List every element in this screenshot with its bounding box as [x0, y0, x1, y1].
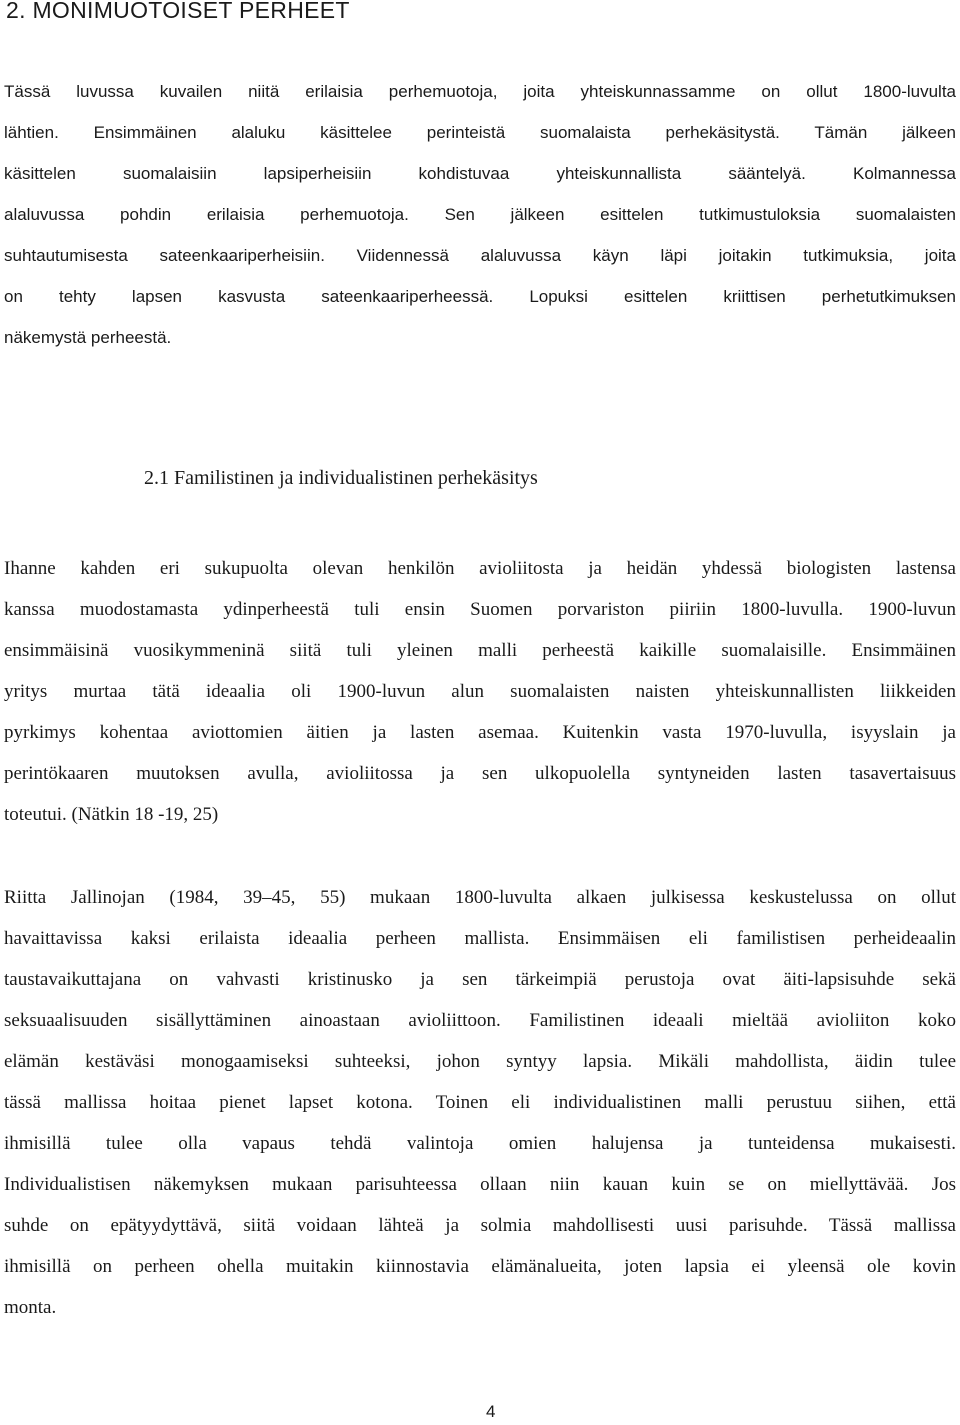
paragraph-line: toteutui. (Nätkin 18 -19, 25) [4, 804, 219, 825]
body-paragraph-3 [4, 877, 956, 1328]
paragraph-line: kanssa muodostamasta ydinperheestä tuli ensin Suomen porvariston piiriin 1800-luvulla. 1900-luvun [4, 599, 956, 620]
paragraph-line: suhtautumisesta sateenkaariperheisiin. Viidennessä alaluvussa käyn läpi joitakin tutkimuksia, joita [4, 246, 956, 265]
paragraph-line: taustavaikuttajana on vahvasti kristinusko ja sen tärkeimpiä perustoja ovat äiti-lapsisuhde sekä [4, 969, 956, 990]
paragraph-line: seksuaalisuuden sisällyttäminen ainoastaan avioliittoon. Familistinen ideaali mieltää avioliiton koko [4, 1010, 956, 1031]
paragraph-line: ihmisillä tulee olla vapaus tehdä valintoja omien halujensa ja tunteidensa mukaisesti. [4, 1133, 956, 1154]
page-number: 4 [486, 1402, 496, 1421]
body-paragraph-2 [4, 548, 956, 835]
paragraph-line: Riitta Jallinojan (1984, 39–45, 55) mukaan 1800-luvulta alkaen julkisessa keskustelussa on ollut [4, 887, 956, 908]
paragraph-line: yritys murtaa tätä ideaalia oli 1900-luvun alun suomalaisten naisten yhteiskunnallisten liikkeiden [4, 681, 956, 702]
paragraph-line: on tehty lapsen kasvusta sateenkaariperheessä. Lopuksi esittelen kriittisen perhetutkimuksen [4, 287, 956, 306]
paragraph-line: ensimmäisinä vuosikymmeninä siitä tuli yleinen malli perheestä kaikille suomalaisille. Ensimmäinen [4, 640, 956, 661]
paragraph-line: Tässä luvussa kuvailen niitä erilaisia perhemuotoja, joita yhteiskunnassamme on ollut 1800-luvulta [4, 82, 956, 101]
paragraph-line: tässä mallissa hoitaa pienet lapset kotona. Toinen eli individualistinen malli perustuu siihen, että [4, 1092, 956, 1113]
paragraph-line: alaluvussa pohdin erilaisia perhemuotoja. Sen jälkeen esittelen tutkimustuloksia suomalaisten [4, 205, 956, 224]
paragraph-line: monta. [4, 1297, 57, 1318]
paragraph-line: Individualistisen näkemyksen mukaan parisuhteessa ollaan niin kauan kuin se on miellyttävää. Jos [4, 1174, 956, 1195]
paragraph-line: havaittavissa kaksi erilaista ideaalia perheen mallista. Ensimmäisen eli familistisen perheideaalin [4, 928, 956, 949]
chapter-heading: 2. MONIMUOTOISET PERHEET [6, 0, 350, 23]
paragraph-line: lähtien. Ensimmäinen alaluku käsittelee perinteistä suomalaista perhekäsitystä. Tämän jälkeen [4, 123, 956, 142]
paragraph-line: näkemystä perheestä. [4, 328, 172, 347]
paragraph-line: ihmisillä on perheen ohella muitakin kiinnostavia elämänalueita, joten lapsia ei yleensä ole kovin [4, 1256, 956, 1277]
paragraph-line: perintökaaren muutoksen avulla, avioliitossa ja sen ulkopuolella syntyneiden lasten tasavertaisuus [4, 763, 956, 784]
paragraph-line: suhde on epätyydyttävä, siitä voidaan lähteä ja solmia mahdollisesti uusi parisuhde. Tässä mallissa [4, 1215, 956, 1236]
paragraph-line: pyrkimys kohentaa aviottomien äitien ja lasten asemaa. Kuitenkin vasta 1970-luvulla, isyyslain ja [4, 722, 956, 743]
paragraph-line: elämän kestäväsi monogaamiseksi suhteeksi, johon syntyy lapsia. Mikäli mahdollista, äidin tulee [4, 1051, 956, 1072]
paragraph-line: käsittelen suomalaisiin lapsiperheisiin kohdistuvaa yhteiskunnallista sääntelyä. Kolmannessa [4, 164, 956, 183]
intro-paragraph [4, 71, 956, 358]
paragraph-line: Ihanne kahden eri sukupuolta olevan henkilön avioliitosta ja heidän yhdessä biologisten lastensa [4, 558, 956, 579]
section-heading: 2.1 Familistinen ja individualistinen perhekäsitys [144, 467, 538, 489]
